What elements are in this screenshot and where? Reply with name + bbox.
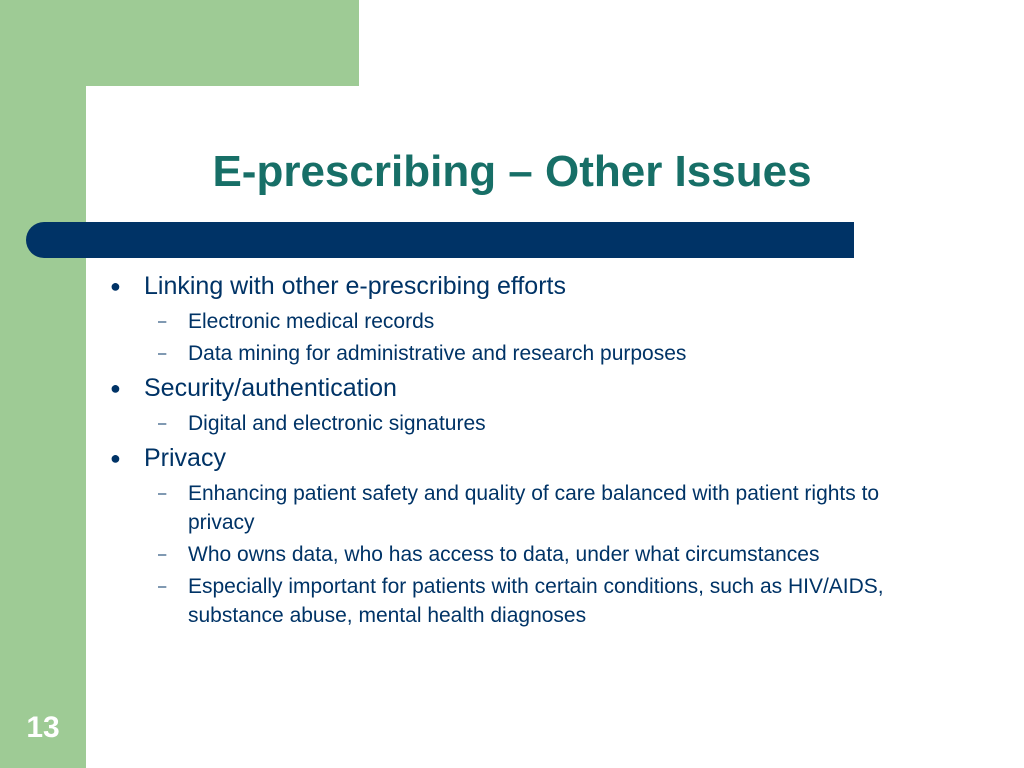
bullet-text: Security/authentication <box>144 374 397 402</box>
sub-bullet-item <box>100 479 980 537</box>
sub-bullet-item <box>100 339 980 368</box>
bullet-dot-icon: ● <box>110 276 121 296</box>
slide-title: E-prescribing – Other Issues <box>212 147 812 196</box>
bullet-item <box>100 440 980 476</box>
dash-icon: – <box>158 415 167 432</box>
sub-bullet-text: Who owns data, who has access to data, under what circumstances <box>188 543 820 566</box>
dash-icon: – <box>158 578 167 595</box>
bullet-text: Linking with other e-prescribing efforts <box>144 272 566 300</box>
bullet-item <box>100 268 980 304</box>
bullet-dot-icon: ● <box>110 448 121 468</box>
title-underline-bar <box>26 222 854 258</box>
sub-bullet-item <box>100 307 980 336</box>
green-frame-top <box>0 0 359 86</box>
bullet-text: Privacy <box>144 444 226 472</box>
sub-bullet-text: Data mining for administrative and research purposes <box>188 342 687 365</box>
dash-icon: – <box>158 485 167 502</box>
bullet-list <box>100 266 980 630</box>
dash-icon: – <box>158 345 167 362</box>
sub-bullet-text: Enhancing patient safety and quality of care balanced with patient rights to privacy <box>188 482 880 534</box>
sub-bullet-item <box>100 540 980 569</box>
slide-number: 13 <box>26 711 60 744</box>
sub-bullet-item <box>100 572 980 630</box>
sub-bullet-item <box>100 409 980 438</box>
dash-icon: – <box>158 313 167 330</box>
sub-bullet-text: Electronic medical records <box>188 310 435 333</box>
green-frame-left <box>0 0 86 768</box>
sub-bullet-text: Especially important for patients with certain conditions, such as HIV/AIDS, substance abuse, mental health diagnoses <box>188 575 884 627</box>
dash-icon: – <box>158 546 167 563</box>
bullet-dot-icon: ● <box>110 378 121 398</box>
sub-bullet-text: Digital and electronic signatures <box>188 412 486 435</box>
bullet-item <box>100 370 980 406</box>
